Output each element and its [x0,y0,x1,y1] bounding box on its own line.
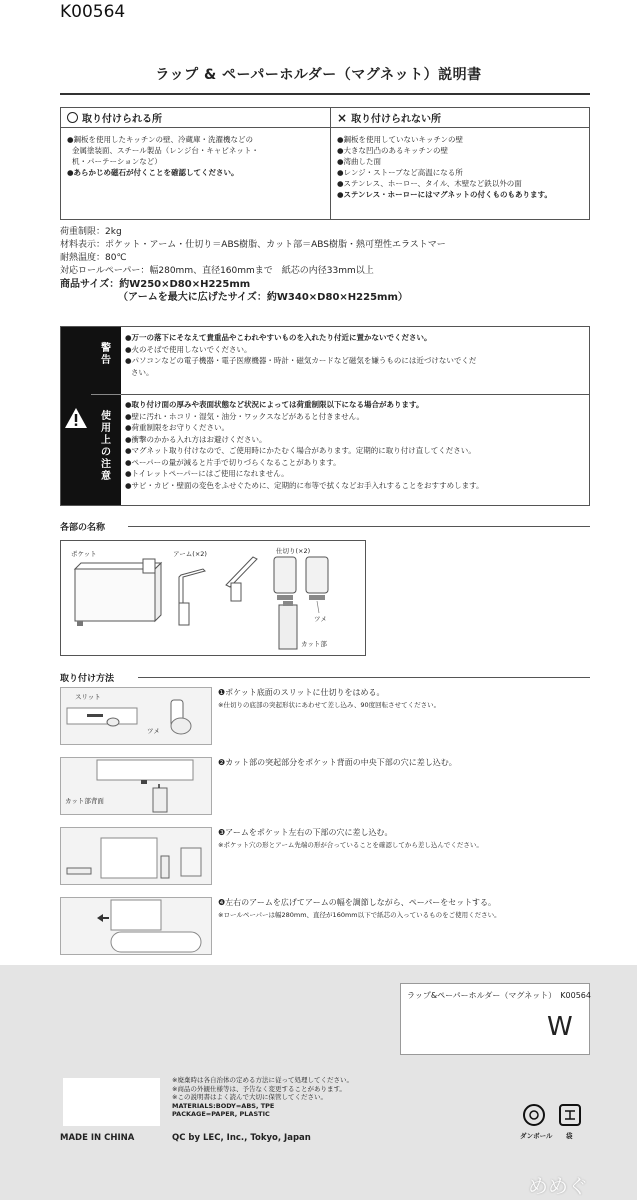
install-heading-line [138,677,590,678]
warning-triangle-icon [64,407,88,429]
cannot-attach-line: ●鋼板を使用していないキッチンの壁 [337,135,464,144]
materials-line: MATERIALS:BODY=ABS, TPE [172,1101,275,1110]
cannot-attach-line: ●ステンレス、ホーロー、タイル、木壁など鉄以外の面 [337,179,522,188]
warning-divider [121,394,589,395]
recycle-icons [522,1102,584,1128]
step4-main: ❹左右のアームを広げてアームの幅を調節しながら、ペーパーをセットする。 [218,898,497,907]
cannot-attach-line: ●湾曲した面 [337,157,382,166]
spec-block [60,226,446,304]
can-attach-line: ●鋼板を使用したキッチンの壁、冷蔵庫・洗濯機などの [67,135,254,144]
part-cutter-label: カット部 [301,640,327,648]
cross-icon: × [337,110,348,125]
warning-content [125,332,585,378]
product-label-box [400,983,590,1055]
tab-label: ツメ [147,727,160,735]
can-attach-line: 机・パーテーションなど） [72,157,162,166]
step1-svg [61,688,213,746]
step2-main: ❷カット部の突起部分をポケット背面の中央下部の穴に差し込む。 [218,758,457,767]
warning-label-bar [91,327,121,505]
cannot-attach-column [331,108,589,219]
parts-illustration [61,541,367,657]
parts-box [60,540,366,656]
spec-heat: 耐熱温度：80℃ [60,253,127,263]
step4-text [218,897,501,921]
caution-line: ●荷重制限をお守りください。 [125,423,230,432]
blank-label-area [63,1078,160,1126]
step3-illustration [60,827,212,885]
product-line: ラップ&ペーパーホルダー（マグネット） K00564 [407,991,591,1000]
spec-size: 商品サイズ：約W250×D80×H225mm [60,279,251,290]
cannot-attach-body [331,128,589,206]
product-code: K00564 [60,2,126,22]
caution-label: 使 用 上 の 注 意 [101,411,111,482]
install-heading: 取り付け方法 [60,674,115,684]
cannot-attach-line: ●レンジ・ストーブなど高温になる所 [337,168,463,177]
recycle-label-bag: 袋 [566,1132,573,1140]
circle-icon [67,112,78,123]
part-pocket-label: ポケット [71,550,97,558]
fine-line: ※この説明書はよく読んで大切に保管してください。 [172,1093,327,1101]
step3-sub: ※ポケット穴の形とアーム先端の形が合っていることを確認してから差し込んでください。 [218,841,483,849]
caution-line: ●壁に汚れ・ホコリ・湿気・油分・ワックスなどがあると付きません。 [125,411,365,421]
part-arm-label: アーム(×2) [173,550,207,558]
step2-svg [61,758,213,816]
spec-size-max: （アームを最大に広げたサイズ：約W340×D80×H225mm） [118,292,408,303]
title-divider [60,93,590,95]
caution-content [125,399,585,491]
caution-line: ●マグネット取り付けなので、ご使用時にかたむく場合があります。定期的に取り付け直してください。 [125,446,476,455]
slit-label: スリット [75,693,101,701]
warning-line: ●万一の落下にそなえて貴重品やこわれやすいものを入れたり付近に置かないでください。 [125,333,432,342]
step1-main: ❶ポケット底面のスリットに仕切りをはめる。 [218,688,385,697]
fine-print [172,1076,353,1119]
part-divider-label: 仕切り(×2) [276,547,311,555]
cannot-attach-note: ●ステンレス・ホーローにはマグネットの付くものもあります。 [337,190,552,199]
spec-material: 材料表示：ポケット・アーム・仕切り＝ABS樹脂、カット部＝ABS樹脂・熱可塑性エラストマー [60,240,446,250]
parts-heading: 各部の名称 [60,523,106,533]
cutter-back-label: カット部背面 [65,797,104,805]
can-attach-column [61,108,331,219]
warning-box [60,326,590,506]
parts-heading-line [128,526,590,527]
step3-svg [61,828,213,886]
warning-side-bar [61,327,91,505]
caution-line: ●サビ・カビ・壁面の変色をふせぐために、定期的に布等で拭くなどお手入れすることをおすすめします。 [125,480,484,490]
can-attach-header [61,108,330,128]
warning-line: ●火のそばで使用しないでください。 [125,344,252,354]
page-title: ラップ & ペーパーホルダー（マグネット）説明書 [155,67,482,83]
can-attach-note: ●あらかじめ磁石が付くことを確認してください。 [67,168,239,177]
cannot-attach-line: ●大きな凹凸のあるキッチンの壁 [337,146,449,155]
caution-line: ●衝撃のかかる入れ方はお避けください。 [125,434,267,444]
attach-table [60,107,590,220]
qc-line: QC by LEC, Inc., Tokyo, Japan [172,1133,311,1143]
warning-line: ●パソコンなどの電子機器・電子医療機器・時計・磁気カードなど磁気を嫌うものには近づけないでくだ [125,356,477,365]
can-attach-heading: 取り付けられる所 [82,114,162,125]
package-line: PACKAGE=PAPER, PLASTIC [172,1110,270,1118]
can-attach-body [61,128,330,184]
step4-sub: ※ロールペーパーは幅280mm、直径が160mm以下で紙芯の入っているものをご使用ください。 [218,911,501,919]
color-code: W [547,1012,573,1042]
spec-load: 荷重制限：2kg [60,227,122,237]
caution-line: ●トイレットペーパーにはご使用になれません。 [125,469,289,478]
warning-line: さい。 [131,367,154,377]
recycle-label-carton: ダンボール [520,1132,553,1140]
step4-svg [61,898,213,956]
part-tab-label: ツメ [314,615,327,623]
step1-illustration [60,687,212,745]
caution-line: ●ペーパーの量が減ると片手で切りづらくなることがあります。 [125,457,341,467]
made-in: MADE IN CHINA [60,1133,135,1143]
step3-text [218,827,483,851]
cannot-attach-heading: 取り付けられない所 [351,114,442,125]
fine-line: ※廃棄時は各自治体の定める方法に従って処理してください。 [172,1076,353,1084]
step2-text [218,757,457,769]
caution-line: ●取り付け面の厚みや表面状態など状況によっては荷重制限以下になる場合があります。 [125,400,424,409]
warning-label: 警 告 [101,343,111,366]
cannot-attach-header [331,108,589,128]
can-attach-line: 金属塗装面、スチール製品（レンジ台・キャビネット・ [72,146,259,155]
fine-line: ※商品の外観仕様等は、予告なく変更することがあります。 [172,1084,346,1093]
step1-sub: ※仕切りの底部の突起形状にあわせて差し込み、90度回転させてください。 [218,701,441,709]
step4-illustration [60,897,212,955]
spec-roll: 対応ロールペーパー：幅280mm、直径160mmまで 紙芯の内径33mm以上 [60,266,374,276]
step3-main: ❸アームをポケット左右の下部の穴に差し込む。 [218,828,393,837]
label-divider [91,394,121,395]
step2-illustration [60,757,212,815]
step1-text [218,687,440,711]
watermark: めめぐ [528,1174,588,1198]
